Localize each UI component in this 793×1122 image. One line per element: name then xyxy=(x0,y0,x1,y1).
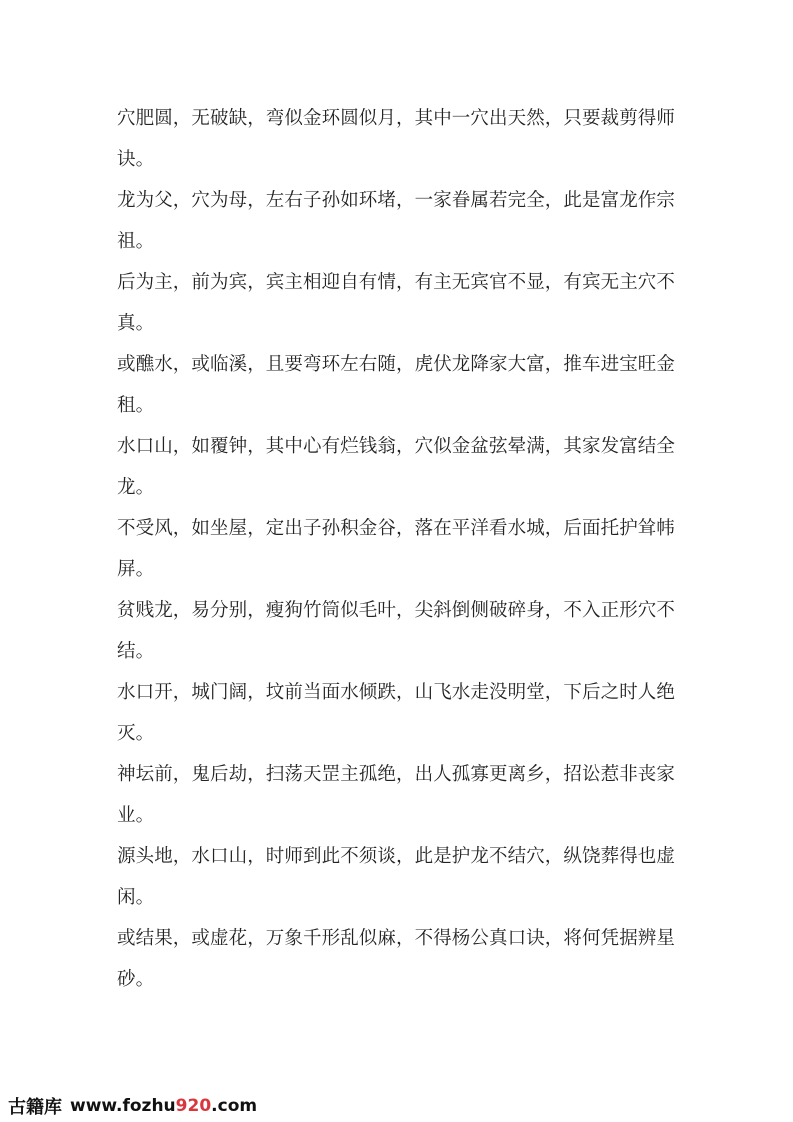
footer-url-number: 920 xyxy=(175,1096,212,1116)
footer-watermark xyxy=(8,1094,257,1118)
footer-url-prefix: www.fozhu xyxy=(70,1096,176,1116)
footer-url-link[interactable] xyxy=(70,1096,257,1116)
paragraph: 或结果，或虚花，万象千形乱似麻，不得杨公真口诀，将何凭据辨星砂。 xyxy=(117,928,676,990)
paragraph: 贫贱龙，易分别，瘦狗竹筒似毛叶，尖斜倒侧破碎身，不入正形穴不结。 xyxy=(117,600,676,662)
paragraph: 水口山，如覆钟，其中心有烂钱翁，穴似金盆弦晕满，其家发富结全龙。 xyxy=(117,436,676,498)
paragraph: 水口开，城门阔，坟前当面水倾跌，山飞水走没明堂，下后之时人绝灭。 xyxy=(117,682,676,744)
paragraph: 龙为父，穴为母，左右子孙如环堵，一家眷属若完全，此是富龙作宗祖。 xyxy=(117,190,676,252)
paragraph: 不受风，如坐屋，定出子孙积金谷，落在平洋看水城，后面托护耸帏屏。 xyxy=(117,518,676,580)
paragraph: 源头地，水口山，时师到此不须谈，此是护龙不结穴，纵饶葬得也虚闲。 xyxy=(117,846,676,908)
paragraph: 后为主，前为宾，宾主相迎自有情，有主无宾官不显，有宾无主穴不真。 xyxy=(117,272,676,334)
paragraph: 或醮水，或临溪，且要弯环左右随，虎伏龙降家大富，推车进宝旺金租。 xyxy=(117,354,676,416)
paragraph: 穴肥圆，无破缺，弯似金环圆似月，其中一穴出天然，只要裁剪得师诀。 xyxy=(117,108,676,170)
document-body xyxy=(117,98,677,1000)
paragraph: 神坛前，鬼后劫，扫荡天罡主孤绝，出人孤寡更离乡，招讼惹非丧家业。 xyxy=(117,764,676,826)
footer-url-suffix: .com xyxy=(211,1096,258,1116)
footer-brand: 古籍库 xyxy=(8,1097,62,1118)
